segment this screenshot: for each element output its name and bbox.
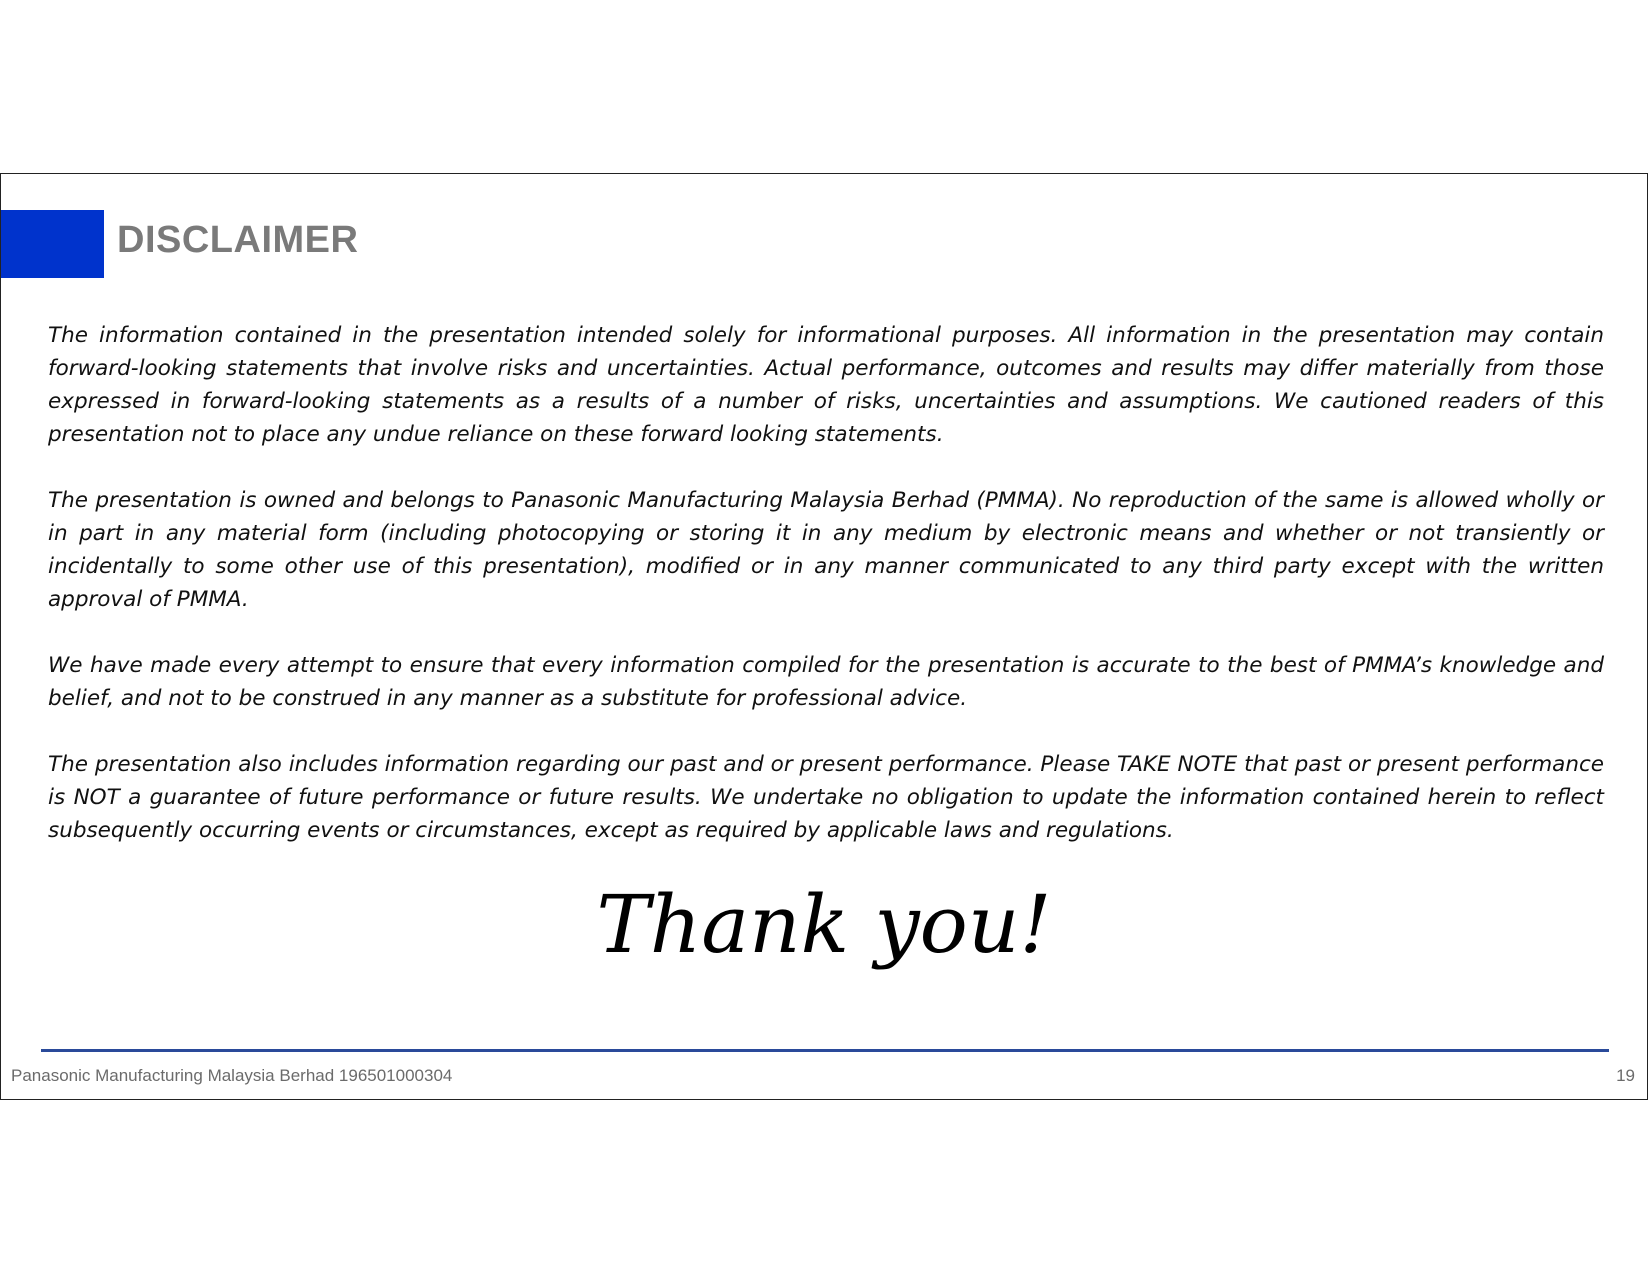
disclaimer-paragraph-1: The information contained in the presentation intended solely for informational purposes. All information in the presentation may contain forward-looking statements that involve risks and uncertainties. Actual performance, outcomes and results may differ materially from those expressed in forward-looking statements as a results of a number of risks, uncertainties and assumptions. We cautioned readers of this presentation not to place any undue reliance on these forward looking statements. (48, 323, 1604, 447)
title-accent-block (1, 210, 104, 278)
disclaimer-body (48, 319, 1604, 880)
thank-you-text: Thank you! (596, 878, 1052, 971)
disclaimer-paragraph-2: The presentation is owned and belongs to Panasonic Manufacturing Malaysia Berhad (PMMA). No reproduction of the same is allowed wholly or in part in any material form (including photocopying or storing it in any medium by electronic means and whether or not transiently or incidentally to some other use of this presentation), modified or in any manner communicated to any third party except with the written approval of PMMA. (48, 488, 1604, 612)
slide (0, 173, 1648, 1100)
slide-title: DISCLAIMER (117, 219, 359, 261)
page-number: 19 (1616, 1066, 1635, 1085)
disclaimer-paragraph-3: We have made every attempt to ensure that every information compiled for the presentation is accurate to the best of PMMA’s knowledge and belief, and not to be construed in any manner as a substitute for professional advice. (48, 653, 1604, 711)
footer-company-name: Panasonic Manufacturing Malaysia Berhad 196501000304 (11, 1066, 453, 1085)
disclaimer-paragraph-4: The presentation also includes information regarding our past and or present performance. Please TAKE NOTE that past or present performance is NOT a guarantee of future performance or future results. We undertake no obligation to update the information contained herein to reflect subsequently occurring events or circumstances, except as required by applicable laws and regulations. (48, 752, 1604, 843)
footer-divider (41, 1049, 1609, 1052)
